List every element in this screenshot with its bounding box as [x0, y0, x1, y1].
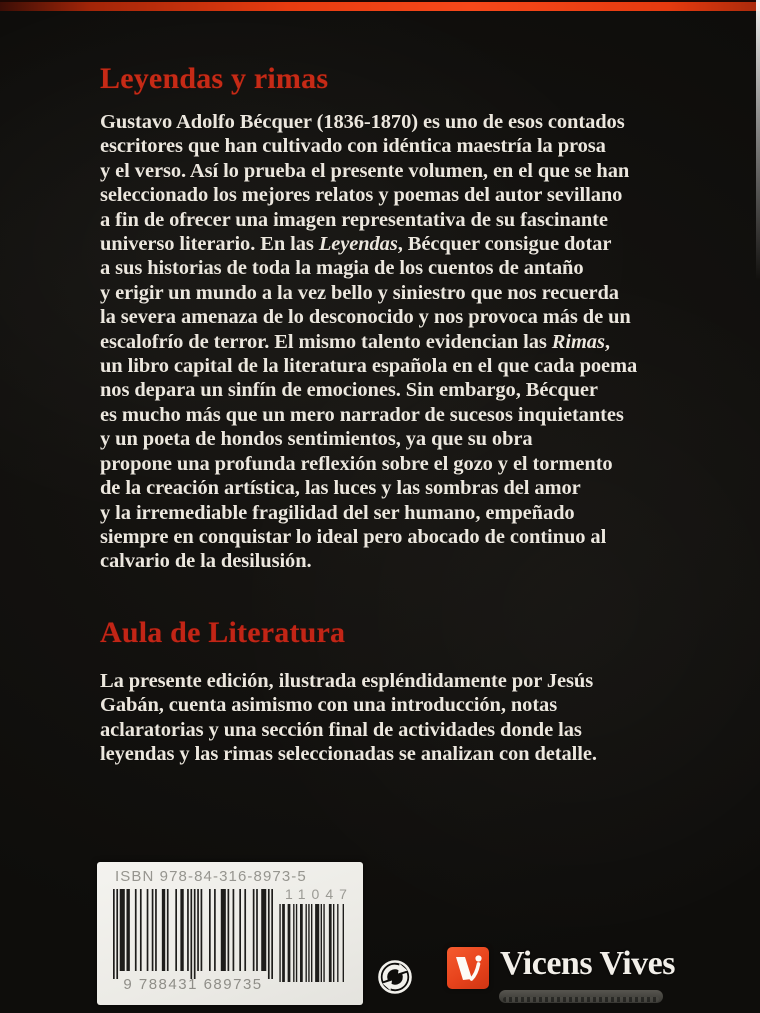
text-line: y un poeta de hondos sentimientos, ya que su obra — [100, 428, 533, 451]
blurred-website-bar — [499, 990, 663, 1003]
text-line: de la creación artística, las luces y las sombras del amor — [100, 477, 581, 500]
text-line: calvario de la desilusión. — [100, 550, 312, 573]
text-line: a fin de ofrecer una imagen representativa de su fascinante — [100, 208, 608, 231]
collection-title: Aula de Literatura — [100, 616, 346, 649]
text-line: siempre en conquistar lo ideal pero abocado de continuo al — [100, 525, 607, 548]
text-line: un libro capital de la literatura española en el que cada poema — [100, 355, 638, 378]
ean13-digits: 9 788431 689735 — [123, 976, 263, 993]
edition-paragraph — [100, 669, 597, 767]
supplement-digits: 11047 — [285, 886, 353, 902]
text-line: Gabán, cuenta asimismo con una introducción, notas — [100, 694, 558, 717]
text-line: propone una profunda reflexión sobre el gozo y el tormento — [100, 452, 613, 475]
text-line: Gustavo Adolfo Bécquer (1836-1870) es uno de esos contados — [100, 111, 625, 133]
text-line: y la irremediable fragilidad del ser humano, empeñado — [100, 501, 575, 524]
page-edge-highlight — [756, 0, 760, 280]
text-line: es mucho más que un mero narrador de sucesos inquietantes — [100, 403, 624, 426]
top-red-stripe — [0, 2, 760, 11]
text-line: escritores que han cultivado con idéntica maestría la prosa — [100, 135, 606, 158]
text-line: y erigir un mundo a la vez bello y siniestro que nos recuerda — [100, 281, 619, 304]
text-line: escalofrío de terror. El mismo talento evidencian las Rimas, — [100, 330, 610, 353]
text-line: seleccionado los mejores relatos y poemas del autor sevillano — [100, 184, 623, 207]
text-line: La presente edición, ilustrada espléndidamente por Jesús — [100, 670, 594, 692]
text-line: a sus historias de toda la magia de los cuentos de antaño — [100, 257, 584, 280]
vicens-vives-v-icon — [447, 947, 489, 989]
text-line: leyendas y las rimas seleccionadas se analizan con detalle. — [100, 743, 597, 766]
book-title: Leyendas y rimas — [100, 62, 329, 95]
text-line: universo literario. En las Leyendas, Bécquer consigue dotar — [100, 233, 612, 256]
ean5-supplement-barcode — [278, 904, 344, 982]
text-line: y el verso. Así lo prueba el presente volumen, en el que se han — [100, 159, 630, 182]
text-line: aclaratorias y una sección final de actividades donde las — [100, 718, 582, 741]
barcode-label — [97, 862, 363, 1005]
ean13-barcode — [113, 889, 273, 979]
text-line: la severa amenaza de lo desconocido y nos provoca más de un — [100, 306, 631, 329]
isbn-text: ISBN 978-84-316-8973-5 — [115, 868, 307, 885]
green-dot-recycle-icon — [377, 959, 413, 995]
synopsis-paragraph — [100, 110, 637, 574]
text-line: nos depara un sinfín de emociones. Sin embargo, Bécquer — [100, 379, 598, 402]
publisher-name: Vicens Vives — [500, 945, 676, 982]
